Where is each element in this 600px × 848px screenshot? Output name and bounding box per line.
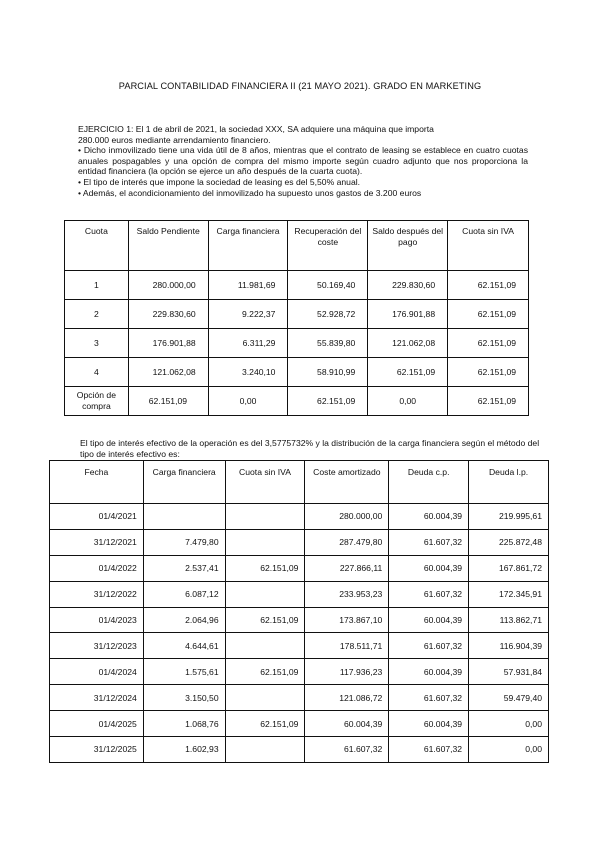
table-cell: 62.151,09 bbox=[368, 358, 448, 387]
col-header: Deuda l.p. bbox=[469, 461, 549, 504]
table-cell: 61.607,32 bbox=[389, 737, 469, 763]
bullet-setup-costs: • Además, el acondicionamiento del inmovilizado ha supuesto unos gastos de 3.200 euros bbox=[78, 187, 422, 198]
table-row bbox=[65, 300, 529, 329]
table-cell: 62.151,09 bbox=[448, 387, 529, 416]
table-cell: 52.928,72 bbox=[288, 300, 368, 329]
amortized-cost-table bbox=[49, 460, 549, 763]
table-row bbox=[50, 685, 549, 711]
table-cell: 59.479,40 bbox=[469, 685, 549, 711]
table-cell: 61.607,32 bbox=[389, 633, 469, 659]
table-cell: 31/12/2023 bbox=[50, 633, 144, 659]
table-cell: 9.222,37 bbox=[208, 300, 288, 329]
table-cell bbox=[225, 504, 305, 530]
table-cell: 01/4/2022 bbox=[50, 555, 144, 581]
table-cell: 4.644,61 bbox=[143, 633, 225, 659]
table-cell: 62.151,09 bbox=[225, 659, 305, 685]
table-cell: 1.068,76 bbox=[143, 711, 225, 737]
table-cell bbox=[225, 581, 305, 607]
table-cell: 62.151,09 bbox=[448, 300, 529, 329]
table-cell: 01/4/2023 bbox=[50, 607, 144, 633]
col-header: Cuota bbox=[65, 221, 129, 271]
table-cell: 219.995,61 bbox=[469, 504, 549, 530]
table-cell: 2 bbox=[65, 300, 129, 329]
exercise-statement bbox=[78, 124, 528, 198]
table-cell: 121.062,08 bbox=[128, 358, 208, 387]
table-cell: 62.151,09 bbox=[288, 387, 368, 416]
table-cell: 0,00 bbox=[208, 387, 288, 416]
table-cell: 280.000,00 bbox=[305, 504, 389, 530]
table-cell: 225.872,48 bbox=[469, 529, 549, 555]
table-cell: 6.087,12 bbox=[143, 581, 225, 607]
table-cell: 3.240,10 bbox=[208, 358, 288, 387]
table-cell: 172.345,91 bbox=[469, 581, 549, 607]
col-header: Saldo después del pago bbox=[368, 221, 448, 271]
table-cell: 50.169,40 bbox=[288, 271, 368, 300]
table-cell: 58.910,99 bbox=[288, 358, 368, 387]
table-row bbox=[50, 555, 549, 581]
table-cell: 229.830,60 bbox=[368, 271, 448, 300]
table-cell: 233.953,23 bbox=[305, 581, 389, 607]
table-cell: 1.602,93 bbox=[143, 737, 225, 763]
table-cell: 116.904,39 bbox=[469, 633, 549, 659]
table-row bbox=[65, 271, 529, 300]
table-cell: 176.901,88 bbox=[368, 300, 448, 329]
table-cell: 3 bbox=[65, 329, 129, 358]
table-cell: 61.607,32 bbox=[389, 529, 469, 555]
table-cell: 62.151,09 bbox=[225, 555, 305, 581]
exercise-intro-line1: EJERCICIO 1: El 1 de abril de 2021, la sociedad XXX, SA adquiere una máquina que importa bbox=[78, 124, 434, 134]
table-cell: 0,00 bbox=[469, 711, 549, 737]
table-row bbox=[50, 529, 549, 555]
table-cell: 6.311,29 bbox=[208, 329, 288, 358]
table-cell: 3.150,50 bbox=[143, 685, 225, 711]
table-cell: 31/12/2021 bbox=[50, 529, 144, 555]
table-cell bbox=[225, 633, 305, 659]
bullet-useful-life: • Dicho inmovilizado tiene una vida útil de 8 años, mientras que el contrato de leasing se establece en cuatro cuotas anuales pospagables y una opción de compra del mismo importe según cuadro adjunto que nos proporciona la entidad financiera (la opción se ejerce un año después de la cuarta cuota). bbox=[78, 145, 528, 177]
table-cell: 55.839,80 bbox=[288, 329, 368, 358]
table-cell: 0,00 bbox=[469, 737, 549, 763]
table-row bbox=[50, 633, 549, 659]
table-cell: 62.151,09 bbox=[225, 711, 305, 737]
table-cell: 62.151,09 bbox=[448, 358, 529, 387]
col-header: Saldo Pendiente bbox=[128, 221, 208, 271]
table-header-row bbox=[65, 221, 529, 271]
table-cell: 60.004,39 bbox=[305, 711, 389, 737]
table-cell: 60.004,39 bbox=[389, 607, 469, 633]
table-cell: 57.931,84 bbox=[469, 659, 549, 685]
table-cell: 62.151,09 bbox=[128, 387, 208, 416]
col-header: Fecha bbox=[50, 461, 144, 504]
table-cell: 60.004,39 bbox=[389, 555, 469, 581]
effective-rate-paragraph bbox=[80, 438, 550, 460]
table-cell: Opción de compra bbox=[65, 387, 129, 416]
table-cell bbox=[225, 737, 305, 763]
bullet-interest-rate: • El tipo de interés que impone la sociedad de leasing es del 5,50% anual. bbox=[78, 176, 361, 187]
table-cell: 229.830,60 bbox=[128, 300, 208, 329]
col-header: Carga financiera bbox=[208, 221, 288, 271]
table-cell: 61.607,32 bbox=[305, 737, 389, 763]
table-row bbox=[50, 581, 549, 607]
table-cell: 117.936,23 bbox=[305, 659, 389, 685]
table-row bbox=[65, 358, 529, 387]
table-cell: 60.004,39 bbox=[389, 504, 469, 530]
col-header: Coste amortizado bbox=[305, 461, 389, 504]
effective-rate-text: El tipo de interés efectivo de la operación es del 3,5775732% y la distribución de la carga financiera según el método del tipo de interés efectivo es: bbox=[80, 438, 540, 459]
table-cell: 62.151,09 bbox=[448, 329, 529, 358]
table-cell: 4 bbox=[65, 358, 129, 387]
table-cell: 01/4/2025 bbox=[50, 711, 144, 737]
table-cell: 01/4/2024 bbox=[50, 659, 144, 685]
table-cell: 31/12/2024 bbox=[50, 685, 144, 711]
table-cell: 31/12/2025 bbox=[50, 737, 144, 763]
table-cell: 62.151,09 bbox=[448, 271, 529, 300]
table-cell: 11.981,69 bbox=[208, 271, 288, 300]
table-cell: 0,00 bbox=[368, 387, 448, 416]
table-cell: 121.086,72 bbox=[305, 685, 389, 711]
table-row bbox=[50, 504, 549, 530]
table-cell: 113.862,71 bbox=[469, 607, 549, 633]
table-cell: 1 bbox=[65, 271, 129, 300]
col-header: Deuda c.p. bbox=[389, 461, 469, 504]
exercise-intro-line2: 280.000 euros mediante arrendamiento financiero. bbox=[78, 134, 271, 145]
table-cell: 280.000,00 bbox=[128, 271, 208, 300]
table-cell: 31/12/2022 bbox=[50, 581, 144, 607]
table-row bbox=[65, 329, 529, 358]
col-header: Recuperación del coste bbox=[288, 221, 368, 271]
table-cell: 2.064,96 bbox=[143, 607, 225, 633]
table-cell: 7.479,80 bbox=[143, 529, 225, 555]
table-row bbox=[50, 737, 549, 763]
table-cell bbox=[225, 529, 305, 555]
table-cell: 287.479,80 bbox=[305, 529, 389, 555]
table-cell: 173.867,10 bbox=[305, 607, 389, 633]
table-cell bbox=[143, 504, 225, 530]
table-cell: 121.062,08 bbox=[368, 329, 448, 358]
leasing-schedule-table bbox=[64, 220, 529, 416]
table-cell: 178.511,71 bbox=[305, 633, 389, 659]
table-cell: 2.537,41 bbox=[143, 555, 225, 581]
table-cell: 62.151,09 bbox=[225, 607, 305, 633]
table-row bbox=[50, 659, 549, 685]
document-title: PARCIAL CONTABILIDAD FINANCIERA II (21 MAYO 2021). GRADO EN MARKETING bbox=[118, 81, 482, 91]
table-header-row bbox=[50, 461, 549, 504]
table-row bbox=[50, 607, 549, 633]
table-cell: 1.575,61 bbox=[143, 659, 225, 685]
col-header: Carga financiera bbox=[143, 461, 225, 504]
table-cell: 01/4/2021 bbox=[50, 504, 144, 530]
table-cell: 176.901,88 bbox=[128, 329, 208, 358]
table-cell: 227.866,11 bbox=[305, 555, 389, 581]
table-cell: 167.861,72 bbox=[469, 555, 549, 581]
table-cell bbox=[225, 685, 305, 711]
table-row bbox=[50, 711, 549, 737]
table-cell: 60.004,39 bbox=[389, 711, 469, 737]
col-header: Cuota sin IVA bbox=[448, 221, 529, 271]
table-row bbox=[65, 387, 529, 416]
table-cell: 61.607,32 bbox=[389, 581, 469, 607]
col-header: Cuota sin IVA bbox=[225, 461, 305, 504]
table-cell: 61.607,32 bbox=[389, 685, 469, 711]
table-cell: 60.004,39 bbox=[389, 659, 469, 685]
